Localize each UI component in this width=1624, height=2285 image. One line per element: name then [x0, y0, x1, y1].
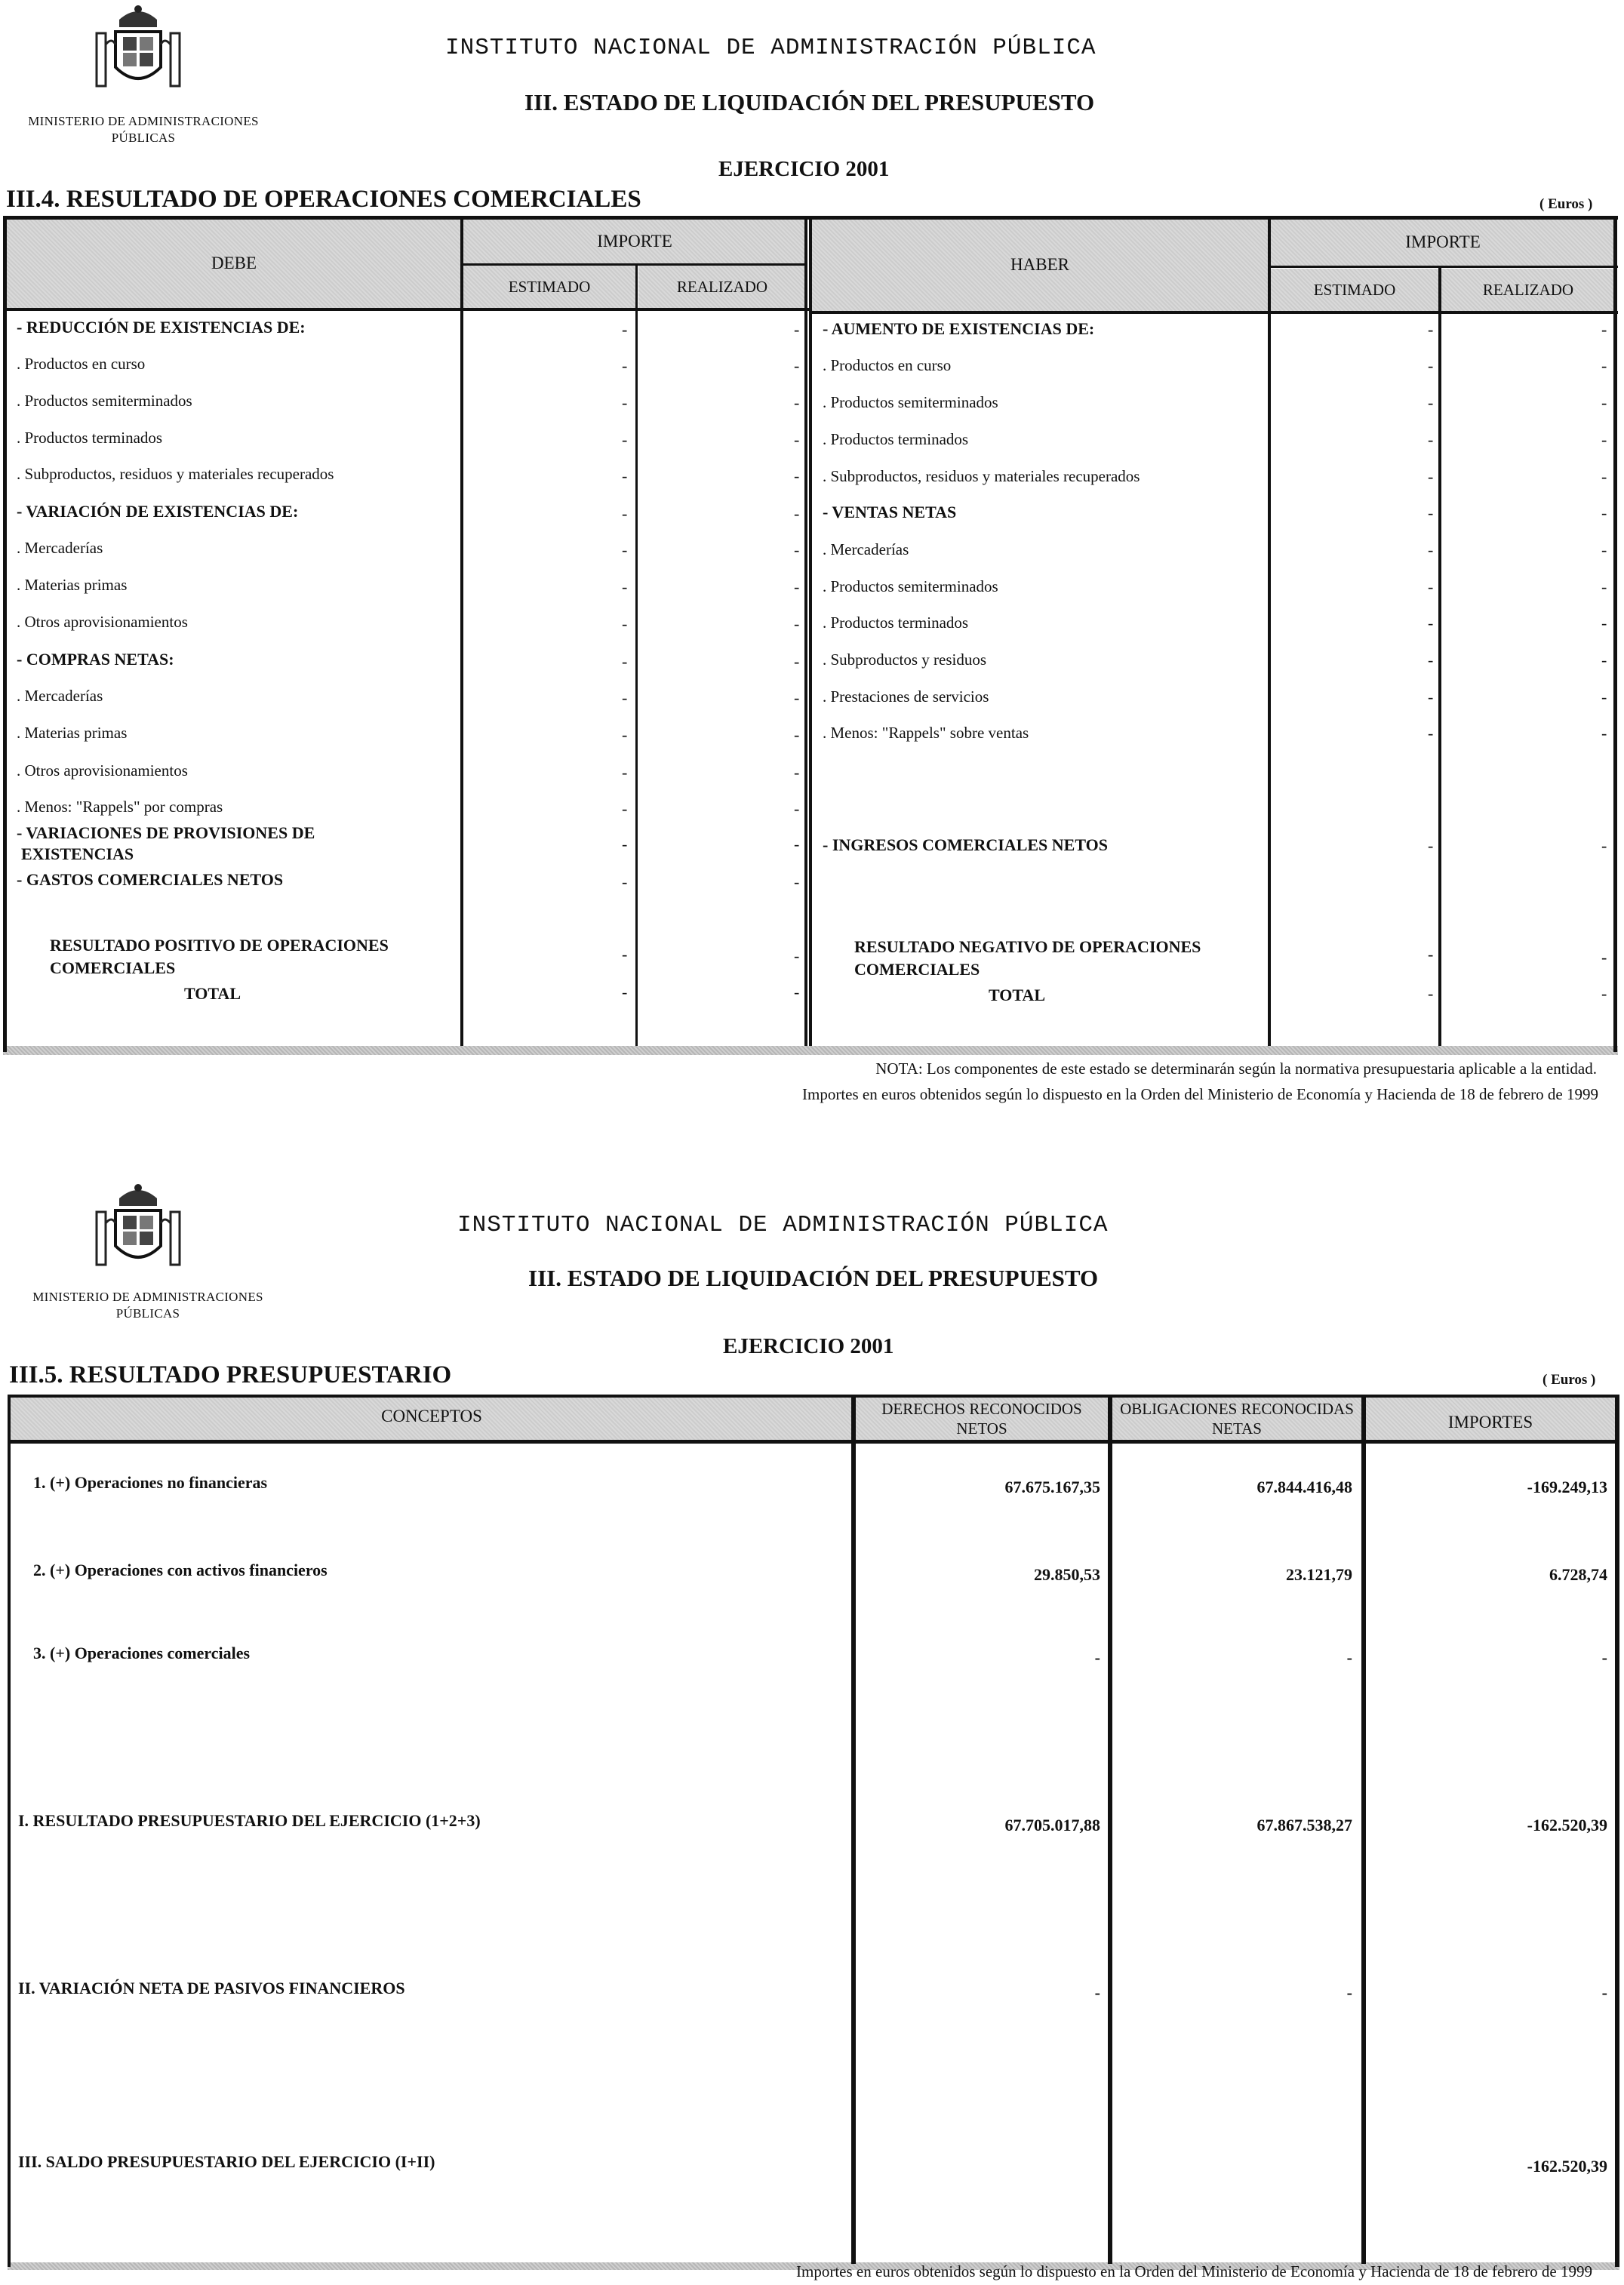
haber-realizado-value: -	[1601, 836, 1607, 855]
debe-row-label-line: - COMPRAS NETAS:	[17, 650, 174, 669]
debe-row-label	[17, 649, 174, 670]
derechos-value: -	[1094, 1983, 1100, 2002]
haber-realizado-value: -	[1601, 614, 1607, 632]
coat-of-arms-logo	[89, 3, 187, 94]
header-estimado-haber-label: ESTIMADO	[1313, 281, 1396, 299]
debe-realizado-value: -	[794, 688, 800, 707]
debe-row-label	[17, 463, 334, 484]
haber-estimado-value: -	[1428, 393, 1434, 412]
haber-realizado-value: -	[1601, 650, 1607, 669]
haber-estimado-value: -	[1428, 430, 1434, 449]
debe-realizado-value: -	[794, 835, 800, 853]
haber-row-label-line: . Productos semiterminados	[823, 393, 998, 411]
header-haber-label: HABER	[1010, 255, 1069, 274]
resultado-positivo-line1: RESULTADO POSITIVO DE OPERACIONES	[50, 936, 389, 955]
haber-realizado-value: -	[1601, 577, 1607, 596]
importes-note-2: Importes en euros obtenidos según lo dispuesto en la Orden del Ministerio de Economía y Hacienda de 18 de febrero de 1999	[796, 2262, 1592, 2280]
table4-col-debe-end	[804, 216, 807, 1046]
header-importes-label: IMPORTES	[1447, 1413, 1533, 1432]
debe-row-label	[17, 574, 127, 595]
ejercicio-title-2: EJERCICIO 2001	[723, 1334, 894, 1358]
haber-row-label-line: . Productos terminados	[823, 614, 969, 632]
debe-row-label	[17, 685, 103, 706]
haber-row-label-line: . Mercaderías	[823, 540, 909, 558]
debe-row-label	[17, 427, 162, 448]
ministry-line-1: MINISTERIO DE ADMINISTRACIONES	[32, 1290, 263, 1304]
resultado-negativo-label	[854, 936, 1201, 981]
header-conceptos	[11, 1398, 853, 1440]
debe-estimado-value: -	[622, 466, 628, 485]
table5-right-border	[1615, 1395, 1619, 2267]
total-debe-realizado: -	[794, 983, 800, 1001]
haber-realizado-value: -	[1601, 687, 1607, 706]
total-debe-label: TOTAL	[184, 984, 241, 1003]
total-haber-estimado: -	[1428, 984, 1434, 1003]
header-importe-haber	[1271, 219, 1615, 266]
derechos-value: -	[1094, 1648, 1100, 1667]
debe-row-label-line: . Subproductos, residuos y materiales recuperados	[17, 465, 334, 483]
table4-col-estimado-debe	[460, 216, 463, 1046]
ministry-line-2: PÚBLICAS	[115, 1306, 180, 1321]
institute-title-2: INSTITUTO NACIONAL DE ADMINISTRACIÓN PÚBLICA	[457, 1212, 1109, 1238]
haber-realizado-value: -	[1601, 724, 1607, 743]
debe-row-label-line: . Mercaderías	[17, 539, 103, 557]
header-obligaciones-line1: OBLIGACIONES RECONOCIDAS	[1120, 1400, 1354, 1418]
header-obligaciones-line2: NETAS	[1212, 1419, 1262, 1438]
haber-row-label	[823, 355, 951, 376]
debe-realizado-value: -	[794, 466, 800, 485]
haber-realizado-value: -	[1601, 320, 1607, 339]
haber-row-label	[823, 429, 968, 450]
debe-realizado-value: -	[794, 614, 800, 633]
debe-row-label-line: . Menos: "Rappels" por compras	[17, 798, 223, 816]
table4-header-bottom-debe	[3, 308, 809, 311]
haber-estimado-value: -	[1428, 836, 1434, 855]
importes-value: -162.520,39	[1527, 1816, 1607, 1834]
debe-row-label-line: . Materias primas	[17, 576, 128, 594]
table4-importe-divider-haber	[1269, 266, 1618, 268]
debe-row-label	[17, 796, 223, 817]
header-obligaciones	[1112, 1398, 1361, 1440]
debe-realizado-value: -	[794, 872, 800, 891]
haber-realizado-value: -	[1601, 503, 1607, 522]
haber-row-label	[823, 835, 1108, 856]
debe-realizado-value: -	[794, 430, 800, 449]
importes-value: -	[1601, 1983, 1607, 2002]
debe-estimado-value: -	[622, 430, 628, 449]
debe-row-label-line: . Otros aprovisionamientos	[17, 761, 188, 780]
resultado-positivo-realizado: -	[794, 946, 800, 965]
debe-realizado-value: -	[794, 540, 800, 559]
debe-row-label	[17, 390, 192, 411]
debe-estimado-value: -	[622, 614, 628, 633]
header-importes	[1366, 1398, 1615, 1440]
obligaciones-value: -	[1346, 1648, 1352, 1667]
haber-row-label-line: - VENTAS NETAS	[823, 503, 957, 521]
haber-estimado-value: -	[1428, 614, 1434, 632]
concepto-label: II. VARIACIÓN NETA DE PASIVOS FINANCIEROS	[18, 1979, 405, 1997]
haber-estimado-value: -	[1428, 540, 1434, 559]
debe-row-label	[17, 501, 298, 522]
concepto-label: I. RESULTADO PRESUPUESTARIO DEL EJERCICIO (1+2+3)	[18, 1811, 481, 1830]
debe-row-label	[17, 537, 103, 558]
header-debe	[6, 219, 462, 308]
importes-value: -	[1601, 1648, 1607, 1667]
obligaciones-value: 67.844.416,48	[1256, 1478, 1352, 1496]
table4-importe-divider-debe	[462, 263, 807, 266]
concepto-label: III. SALDO PRESUPUESTARIO DEL EJERCICIO (I+II)	[18, 2152, 435, 2171]
debe-estimado-value: -	[622, 688, 628, 707]
ministry-name-2	[20, 1289, 276, 1322]
haber-row-label-line: - AUMENTO DE EXISTENCIAS DE:	[823, 319, 1095, 338]
coat-of-arms-logo-2	[89, 1182, 187, 1272]
header-estimado-debe	[463, 266, 635, 308]
euros-unit-label-2: ( Euros )	[1542, 1372, 1596, 1388]
debe-estimado-value: -	[622, 835, 628, 853]
table4-col-realizado-debe	[635, 264, 638, 1046]
debe-realizado-value: -	[794, 725, 800, 744]
debe-row-label-line: . Materias primas	[17, 724, 128, 742]
debe-row-label	[17, 760, 188, 781]
table5-left-border	[8, 1395, 11, 2267]
debe-realizado-value: -	[794, 504, 800, 523]
debe-estimado-value: -	[622, 872, 628, 891]
debe-row-label-line: . Otros aprovisionamientos	[17, 613, 188, 631]
concepto-label: 2. (+) Operaciones con activos financieros	[33, 1561, 328, 1579]
debe-row-label-line: . Productos terminados	[17, 429, 163, 447]
haber-realizado-value: -	[1601, 467, 1607, 486]
table4-right-border	[1613, 216, 1617, 1052]
header-realizado-debe	[638, 266, 806, 308]
header-importe-debe	[463, 219, 806, 264]
concepto-label: 3. (+) Operaciones comerciales	[33, 1644, 251, 1662]
haber-row-label	[823, 612, 968, 633]
header-realizado-debe-label: REALIZADO	[676, 278, 768, 296]
debe-row-label	[17, 611, 188, 632]
resultado-negativo-estimado: -	[1428, 945, 1434, 964]
debe-estimado-value: -	[622, 504, 628, 523]
haber-row-label-line: . Prestaciones de servicios	[823, 687, 989, 706]
header-importe-haber-label: IMPORTE	[1405, 232, 1481, 251]
ministry-name	[15, 113, 272, 146]
haber-estimado-value: -	[1428, 467, 1434, 486]
haber-row-label-line: . Subproductos y residuos	[823, 650, 986, 669]
derechos-value: 67.705.017,88	[1004, 1816, 1100, 1834]
table5-top-border	[8, 1395, 1619, 1398]
ministry-line-2: PÚBLICAS	[111, 131, 176, 145]
haber-row-label-line: . Productos semiterminados	[823, 577, 998, 595]
header-derechos	[856, 1398, 1108, 1440]
importes-value: -162.520,39	[1527, 2157, 1607, 2176]
importes-value: 6.728,74	[1549, 1565, 1607, 1584]
header-derechos-line1: DERECHOS RECONOCIDOS	[881, 1400, 1082, 1418]
debe-estimado-value: -	[622, 540, 628, 559]
nota-text: NOTA: Los componentes de este estado se determinarán según la normativa presupuestaria aplicable a la entidad.	[875, 1059, 1597, 1078]
debe-row-label-line: - VARIACIÓN DE EXISTENCIAS DE:	[17, 502, 299, 521]
haber-row-label-line: . Productos en curso	[823, 356, 952, 374]
haber-row-label	[823, 576, 998, 597]
haber-estimado-value: -	[1428, 724, 1434, 743]
haber-row-label	[823, 649, 986, 670]
euros-unit-label: ( Euros )	[1539, 196, 1593, 212]
table4-left-border	[3, 216, 7, 1052]
haber-row-label	[823, 686, 989, 707]
total-debe-estimado: -	[622, 983, 628, 1001]
importes-value: -169.249,13	[1527, 1478, 1607, 1496]
haber-estimado-value: -	[1428, 687, 1434, 706]
section-5-title: III.5. RESULTADO PRESUPUESTARIO	[9, 1361, 452, 1389]
haber-estimado-value: -	[1428, 356, 1434, 375]
debe-row-label-line: . Productos en curso	[17, 355, 146, 373]
debe-realizado-value: -	[794, 577, 800, 596]
debe-row-label	[17, 722, 127, 743]
debe-row-label-line: . Mercaderías	[17, 687, 103, 705]
debe-row-label	[17, 353, 145, 374]
debe-estimado-value: -	[622, 577, 628, 596]
haber-row-label	[823, 539, 909, 560]
haber-row-label-line: . Subproductos, residuos y materiales recuperados	[823, 467, 1140, 485]
debe-realizado-value: -	[794, 320, 800, 339]
debe-estimado-value: -	[622, 393, 628, 412]
importes-note-1: Importes en euros obtenidos según lo dispuesto en la Orden del Ministerio de Economía y Hacienda de 18 de febrero de 1999	[802, 1085, 1598, 1103]
ejercicio-title: EJERCICIO 2001	[718, 157, 890, 181]
haber-row-label	[823, 722, 1029, 743]
debe-estimado-value: -	[622, 799, 628, 818]
header-estimado-haber	[1271, 269, 1438, 311]
haber-realizado-value: -	[1601, 356, 1607, 375]
obligaciones-value: 23.121,79	[1286, 1565, 1352, 1584]
header-debe-label: DEBE	[211, 254, 257, 272]
debe-row-label-line: - VARIACIONES DE PROVISIONES DE	[17, 823, 315, 842]
debe-row-label-line-2: EXISTENCIAS	[21, 844, 134, 863]
resultado-negativo-line2: COMERCIALES	[854, 960, 980, 979]
haber-estimado-value: -	[1428, 320, 1434, 339]
table4-col-estimado-haber	[1268, 216, 1271, 1046]
table4-bottom-border	[3, 1046, 1618, 1055]
header-conceptos-label: CONCEPTOS	[381, 1407, 482, 1425]
header-realizado-haber	[1441, 269, 1615, 311]
obligaciones-value: 67.867.538,27	[1256, 1816, 1352, 1834]
haber-realizado-value: -	[1601, 430, 1607, 449]
total-haber-label: TOTAL	[989, 986, 1045, 1004]
haber-estimado-value: -	[1428, 650, 1434, 669]
resultado-positivo-estimado: -	[622, 945, 628, 964]
ministry-line-1: MINISTERIO DE ADMINISTRACIONES	[28, 114, 259, 128]
debe-row-label-line: - REDUCCIÓN DE EXISTENCIAS DE:	[17, 318, 306, 337]
debe-row-label-line: - GASTOS COMERCIALES NETOS	[17, 870, 284, 889]
obligaciones-value: -	[1346, 1983, 1352, 2002]
haber-estimado-value: -	[1428, 577, 1434, 596]
debe-estimado-value: -	[622, 652, 628, 671]
table4-col-realizado-haber	[1438, 266, 1441, 1046]
haber-row-label	[823, 502, 956, 523]
derechos-value: 29.850,53	[1034, 1565, 1100, 1584]
header-estimado-debe-label: ESTIMADO	[508, 278, 591, 296]
haber-row-label	[823, 318, 1094, 340]
debe-realizado-value: -	[794, 763, 800, 782]
haber-realizado-value: -	[1601, 540, 1607, 559]
header-importe-debe-label: IMPORTE	[597, 232, 672, 251]
debe-estimado-value: -	[622, 356, 628, 375]
debe-row-label-line: . Productos semiterminados	[17, 392, 192, 410]
debe-estimado-value: -	[622, 725, 628, 744]
haber-row-label	[823, 466, 1140, 487]
table5-header-bottom	[8, 1440, 1619, 1444]
haber-row-label	[823, 392, 998, 413]
debe-realizado-value: -	[794, 799, 800, 818]
table4-header-bottom-haber	[809, 311, 1618, 314]
resultado-negativo-realizado: -	[1601, 948, 1607, 967]
haber-realizado-value: -	[1601, 393, 1607, 412]
estado-title-2: III. ESTADO DE LIQUIDACIÓN DEL PRESUPUESTO	[528, 1265, 1099, 1291]
haber-row-label-line: . Menos: "Rappels" sobre ventas	[823, 724, 1029, 742]
resultado-positivo-line2: COMERCIALES	[50, 958, 176, 977]
debe-row-label	[17, 823, 315, 865]
debe-realizado-value: -	[794, 356, 800, 375]
resultado-negativo-line1: RESULTADO NEGATIVO DE OPERACIONES	[854, 937, 1201, 956]
header-haber	[812, 219, 1268, 311]
debe-estimado-value: -	[622, 763, 628, 782]
section-4-title: III.4. RESULTADO DE OPERACIONES COMERCIALES	[6, 186, 641, 213]
concepto-label: 1. (+) Operaciones no financieras	[33, 1473, 268, 1492]
debe-estimado-value: -	[622, 320, 628, 339]
header-derechos-line2: NETOS	[956, 1419, 1007, 1438]
debe-row-label	[17, 869, 283, 890]
derechos-value: 67.675.167,35	[1004, 1478, 1100, 1496]
haber-estimado-value: -	[1428, 503, 1434, 522]
debe-row-label	[17, 317, 306, 338]
header-realizado-haber-label: REALIZADO	[1482, 281, 1574, 299]
estado-title: III. ESTADO DE LIQUIDACIÓN DEL PRESUPUESTO	[524, 89, 1095, 115]
total-haber-realizado: -	[1601, 984, 1607, 1003]
haber-row-label-line: . Productos terminados	[823, 430, 969, 448]
debe-realizado-value: -	[794, 652, 800, 671]
institute-title: INSTITUTO NACIONAL DE ADMINISTRACIÓN PÚBLICA	[445, 35, 1097, 61]
haber-row-label-line: - INGRESOS COMERCIALES NETOS	[823, 835, 1108, 854]
debe-realizado-value: -	[794, 393, 800, 412]
table4-col-haber-start	[809, 216, 812, 1046]
resultado-positivo-label	[50, 934, 389, 980]
